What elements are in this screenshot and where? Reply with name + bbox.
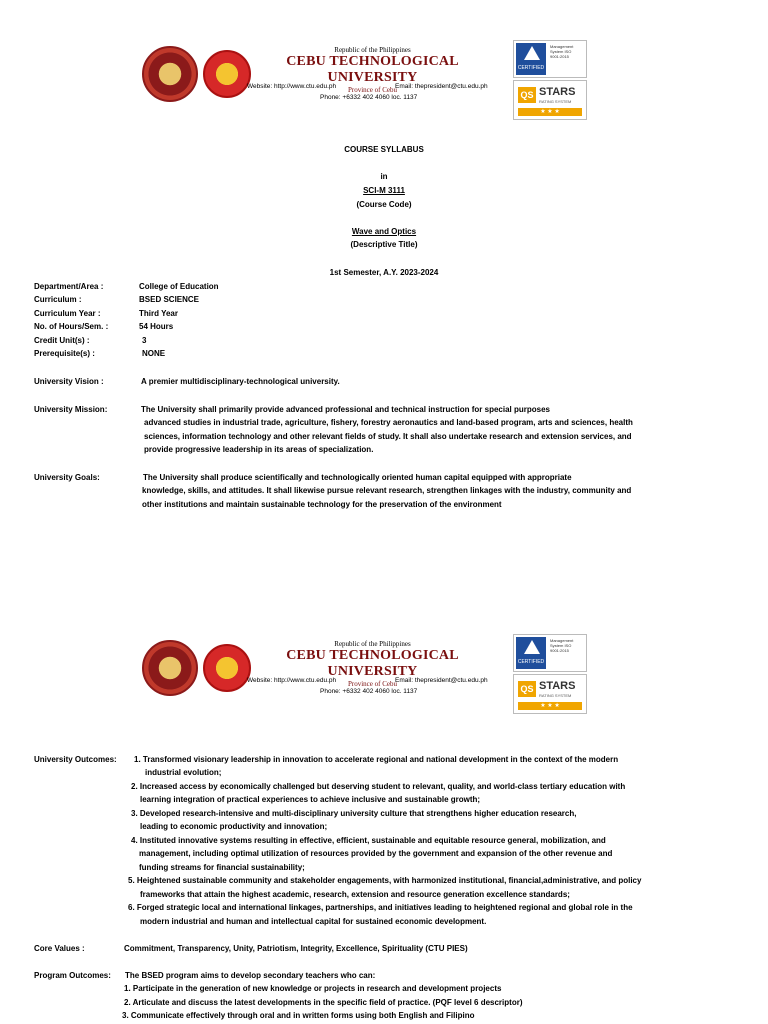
goals-label: University Goals:: [34, 473, 100, 482]
qs-stars-badge: [513, 674, 587, 714]
letterhead: [140, 632, 590, 722]
info-label-department: Department/Area :: [34, 282, 104, 291]
course-code: [0, 184, 768, 198]
university-name: CEBU TECHNOLOGICAL UNIVERSITY: [286, 648, 459, 679]
university-seal-icon: [142, 640, 198, 696]
info-label-curriculum: Curriculum :: [34, 295, 82, 304]
goals-line: The University shall produce scientifically and technologically oriented human capital equipped with appropriate: [143, 473, 572, 482]
info-value-year: Third Year: [139, 309, 178, 318]
phone-text: Phone: +6332 402 4060 loc. 1137: [320, 94, 418, 101]
program-outcome-line: 1. Participate in the generation of new knowledge or projects in research and development projects: [124, 984, 502, 993]
asean-seal-icon: [203, 50, 251, 98]
tuv-text: Management System ISO 9001:2015: [550, 638, 574, 653]
info-label-year: Curriculum Year :: [34, 309, 101, 318]
info-value-hours: 54 Hours: [139, 322, 174, 331]
vision-label: University Vision :: [34, 377, 104, 386]
website-text: Website: http://www.ctu.edu.ph: [247, 83, 337, 90]
program-outcomes-label: Program Outcomes:: [34, 971, 111, 980]
mission-line: advanced studies in industrial trade, agriculture, fishery, forestry aeronautics and land-based program, arts and sciences, health: [144, 418, 633, 427]
qs-logo-icon: QS: [518, 681, 536, 697]
outcome-line: modern industrial and human and intellectual capital for sustained economic development.: [140, 917, 487, 926]
course-code-label: (Course Code): [356, 200, 412, 209]
tuv-cert: CERTIFIED: [517, 65, 545, 71]
outcome-line: leading to economic productivity and innovation;: [140, 822, 328, 831]
qs-star-bar: ★ ★ ★: [518, 702, 582, 710]
mission-line: provide progressive leadership in its areas of specialization.: [144, 445, 374, 454]
outcome-line: funding streams for financial sustainability;: [139, 863, 305, 872]
goals-line: other institutions and maintain sustainable technology for the preservation of the environment: [142, 500, 502, 509]
mission-label: University Mission:: [34, 405, 108, 414]
course-code-value: SCI-M 3111: [363, 186, 405, 195]
outcome-line: 1. Transformed visionary leadership in innovation to accelerate regional and national development in the context of the modern: [134, 755, 619, 764]
letterhead: [140, 38, 590, 128]
university-seal-icon: [142, 46, 198, 102]
program-outcome-line: 2. Articulate and discuss the latest developments in the specific field of practice. (PQF level 6 descriptor): [124, 998, 523, 1007]
info-value-department: College of Education: [139, 282, 219, 291]
tuv-logo-icon: [516, 637, 546, 669]
tuv-logo-icon: [516, 43, 546, 75]
mission-line: sciences, information technology and other relevant fields of study. It shall also undertake research and extension services, and: [144, 432, 632, 441]
outcome-line: management, including optimal utilization of resources provided by the government and expansion of the other revenue and: [139, 849, 613, 858]
goals-line: knowledge, skills, and attitudes. It shall likewise pursue relevant research, strengthen linkages with the industry, community and: [142, 486, 632, 495]
republic-text: Republic of the Philippines: [334, 640, 411, 648]
outcome-line: industrial evolution;: [145, 768, 222, 777]
phone-text: Phone: +6332 402 4060 loc. 1137: [320, 688, 418, 695]
republic-text: Republic of the Philippines: [334, 46, 411, 54]
asean-seal-icon: [203, 644, 251, 692]
mission-line: The University shall primarily provide advanced professional and technical instruction for special purposes: [141, 405, 551, 414]
outcome-line: 6. Forged strategic local and international linkages, partnerships, and initiatives leading to heightened regional and global role in the: [128, 903, 633, 912]
program-outcomes-intro: The BSED program aims to develop secondary teachers who can:: [125, 971, 376, 980]
qs-logo-icon: QS: [518, 87, 536, 103]
qs-rating-text: RATING SYSTEM: [539, 693, 572, 698]
core-values-text: Commitment, Transparency, Unity, Patriotism, Integrity, Excellence, Spirituality (CTU PIES): [124, 944, 468, 953]
program-outcome-line: 3. Communicate effectively through oral and in written forms using both English and Filipino: [122, 1011, 475, 1020]
vision-text: A premier multidisciplinary-technological university.: [141, 377, 340, 386]
qs-stars-text: STARS: [539, 86, 576, 98]
info-value-credit: 3: [142, 336, 147, 345]
core-values-label: Core Values :: [34, 944, 85, 953]
info-value-prerequisite: NONE: [142, 349, 166, 358]
tuv-cert: CERTIFIED: [517, 659, 545, 665]
info-label-hours: No. of Hours/Sem. :: [34, 322, 109, 331]
syllabus-title: COURSE SYLLABUS: [344, 145, 424, 154]
province-text: Province of Cebu: [348, 86, 397, 94]
outcome-line: 3. Developed research-intensive and multi-disciplinary university culture that strengthens higher education research,: [131, 809, 577, 818]
outcomes-label: University Outcomes:: [34, 755, 117, 764]
qs-rating-text: RATING SYSTEM: [539, 99, 572, 104]
qs-stars-text: STARS: [539, 680, 576, 692]
info-label-credit: Credit Unit(s) :: [34, 336, 90, 345]
outcome-line: 2. Increased access by economically challenged but deserving student to relevant, quality, and world-class tertiary education with: [131, 782, 626, 791]
tuv-badge: [513, 634, 587, 672]
email-text: Email: thepresident@ctu.edu.ph: [395, 83, 488, 90]
qs-star-bar: ★ ★ ★: [518, 108, 582, 116]
outcome-line: 4. Instituted innovative systems resulting in effective, efficient, sustainable and equitable resource general, mobilization, and: [131, 836, 606, 845]
outcome-line: learning integration of practical experiences to achieve inclusive and sustainable growth;: [140, 795, 481, 804]
tuv-text: Management System ISO 9001:2015: [550, 44, 574, 59]
descriptive-title-value: Wave and Optics: [351, 227, 417, 236]
in-text: in: [380, 172, 388, 181]
descriptive-title-label: (Descriptive Title): [350, 240, 418, 249]
university-name: CEBU TECHNOLOGICAL UNIVERSITY: [286, 54, 459, 85]
semester-text: 1st Semester, A.Y. 2023-2024: [329, 268, 439, 277]
website-text: Website: http://www.ctu.edu.ph: [247, 677, 337, 684]
email-text: Email: thepresident@ctu.edu.ph: [395, 677, 488, 684]
tuv-badge: [513, 40, 587, 78]
info-label-prerequisite: Prerequisite(s) :: [34, 349, 95, 358]
info-value-curriculum: BSED SCIENCE: [139, 295, 200, 304]
descriptive-title: [0, 225, 768, 239]
outcome-line: 5. Heightened sustainable community and stakeholder engagements, with harmonized institutional, financial,administrative, and policy: [128, 876, 642, 885]
outcome-line: frameworks that attain the highest academic, research, extension and resource generation excellence standards;: [140, 890, 570, 899]
qs-stars-badge: [513, 80, 587, 120]
province-text: Province of Cebu: [348, 680, 397, 688]
